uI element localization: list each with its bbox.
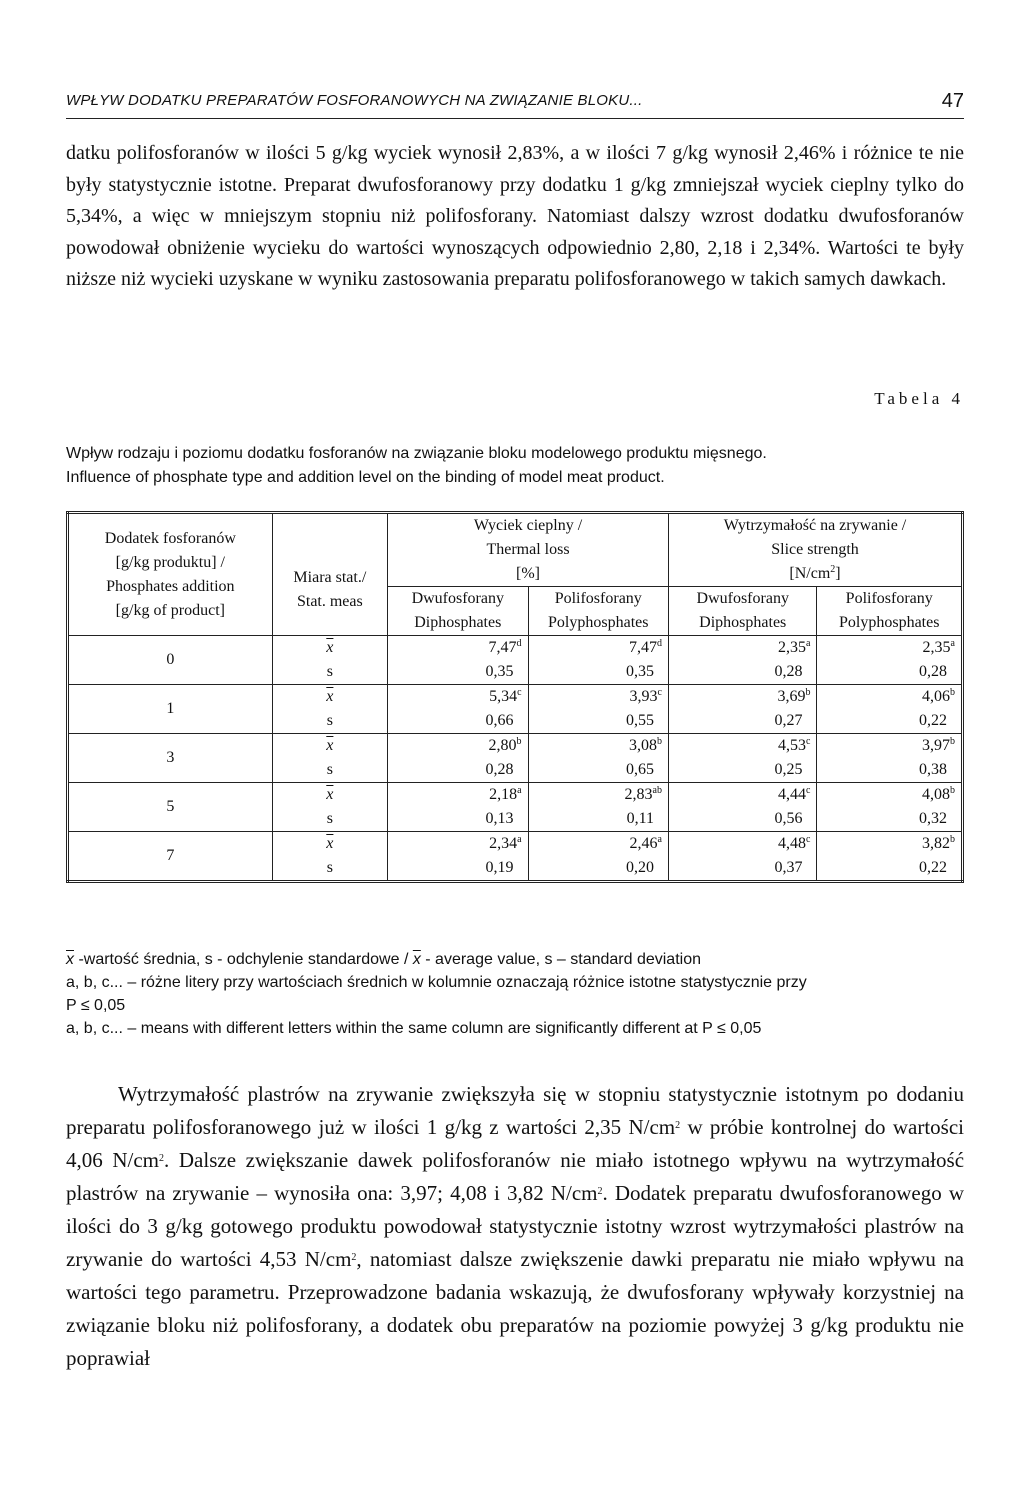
page-number: 47 bbox=[941, 90, 964, 112]
value-cell: 2,46$^a$ 0,20 bbox=[528, 832, 668, 882]
value-cell: 7,47$^d$ 0,35 bbox=[528, 636, 668, 685]
value-cell: 3,97$^b$ 0,38 bbox=[817, 734, 963, 783]
value-cell: 3,69$^b$ 0,27 bbox=[668, 685, 816, 734]
value-cell: 2,80$^b$ 0,28 bbox=[388, 734, 528, 783]
measure-symbols: $\overline{x}$ s bbox=[272, 734, 387, 783]
measure-symbols: $\overline{x}$ s bbox=[272, 783, 387, 832]
note-letters-en: a, b, c... – means with different letters within the same column are significantly different at P ≤ 0,05 bbox=[66, 1020, 762, 1037]
header-loss-polyphosphates: Polifosforany Polyphosphates bbox=[528, 587, 668, 636]
value-cell: 2,35$^a$ 0,28 bbox=[668, 636, 816, 685]
header-measure: Miara stat./ Stat. meas bbox=[272, 513, 387, 636]
table-row bbox=[68, 734, 963, 783]
value-cell: 7,47$^d$ 0,35 bbox=[388, 636, 528, 685]
results-table bbox=[66, 511, 964, 883]
value-cell: 3,08$^b$ 0,65 bbox=[528, 734, 668, 783]
paragraph-1: datku polifosforanów w ilości 5 g/kg wyciek wynosił 2,83%, a w ilości 7 g/kg wynosił 2,46% i różnice te nie były statystycznie istotne. Preparat dwufosforanowy przy dodatku 1 g/kg zmniejszał wyciek cieplny tylko do 5,34%, a więc w mniejszym stopniu niż polifosforany. Natomiast dalszy wzrost dodatku dwufosforanów powodował obniżenie wycieku do wartości wynoszących odpowiednio 2,80, 2,18 i 2,34%. Wartości te były niższe niż wycieki uzyskane w wyniku zastosowania preparatu polifosforanowego w takich samych dawkach. bbox=[66, 142, 964, 290]
addition-level: 5 bbox=[68, 783, 273, 832]
table-row bbox=[68, 685, 963, 734]
table-row bbox=[68, 783, 963, 832]
value-cell: 4,08$^b$ 0,32 bbox=[817, 783, 963, 832]
addition-level: 7 bbox=[68, 832, 273, 882]
value-cell: 3,82$^b$ 0,22 bbox=[817, 832, 963, 882]
value-cell: 2,35$^a$ 0,28 bbox=[817, 636, 963, 685]
measure-symbols: $\overline{x}$ s bbox=[272, 685, 387, 734]
addition-level: 0 bbox=[68, 636, 273, 685]
value-cell: 4,53$^c$ 0,25 bbox=[668, 734, 816, 783]
caption-polish: Wpływ rodzaju i poziomu dodatku fosforanów na związanie bloku modelowego produktu mięsnego. bbox=[66, 445, 767, 462]
value-cell: 5,34$^c$ 0,66 bbox=[388, 685, 528, 734]
header-strength-diphosphates: Dwufosforany Diphosphates bbox=[668, 587, 816, 636]
running-title: WPŁYW DODATKU PREPARATÓW FOSFORANOWYCH NA ZWIĄZANIE BLOKU... bbox=[66, 92, 643, 109]
value-cell: 4,06$^b$ 0,22 bbox=[817, 685, 963, 734]
value-cell: 4,48$^c$ 0,37 bbox=[668, 832, 816, 882]
note-letters-pl: a, b, c... – różne litery przy wartościach średnich w kolumnie oznaczają różnice istotne statystycznie przy bbox=[66, 974, 807, 991]
addition-level: 3 bbox=[68, 734, 273, 783]
table-row bbox=[68, 636, 963, 685]
note-p-value: P ≤ 0,05 bbox=[66, 997, 126, 1014]
header-loss-diphosphates: Dwufosforany Diphosphates bbox=[388, 587, 528, 636]
running-header bbox=[66, 90, 964, 119]
value-cell: 2,18$^a$ 0,13 bbox=[388, 783, 528, 832]
measure-symbols: $\overline{x}$ s bbox=[272, 636, 387, 685]
value-cell: 4,44$^c$ 0,56 bbox=[668, 783, 816, 832]
paragraph-2: Wytrzymałość plastrów na zrywanie zwiększyła się w stopniu statystycznie istotnym po dodaniu preparatu polifosforanowego już w ilości 1 g/kg z wartości 2,35 $N/cm^2$ w próbie kontrolnej do wartości 4,06 $N/cm^2$. Dalsze zwiększanie dawek polifosforanów nie miało istotnego wpływu na wytrzymałość plastrów na zrywanie – wynosiła ona: 3,97; 4,08 i 3,82 $N/cm^2$. Dodatek preparatu dwufosforanowego w ilości do 3 g/kg gotowego produktu powodował statystycznie istotny wzrost wytrzymałości plastrów na zrywanie do wartości 4,53 $N/cm^2$, natomiast dalsze zwiększenie dawki preparatu nie miało wpływu na wartości tego parametru. Przeprowadzone badania wskazują, że dwufosforany wpływały korzystniej na związanie bloku niż polifosforany, a dodatek obu preparatów na poziomie powyżej 3 g/kg produktu nie poprawiał bbox=[66, 1082, 965, 1370]
measure-symbols: $\overline{x}$ s bbox=[272, 832, 387, 882]
table-label: Tabela 4 bbox=[874, 389, 964, 408]
table-caption bbox=[66, 442, 767, 490]
value-cell: 2,83$^{ab}$ 0,11 bbox=[528, 783, 668, 832]
header-strength-polyphosphates: Polifosforany Polyphosphates bbox=[817, 587, 963, 636]
header-addition: Dodatek fosforanów [g/kg produktu] / Phosphates addition [g/kg of product] bbox=[68, 513, 273, 636]
value-cell: 2,34$^a$ 0,19 bbox=[388, 832, 528, 882]
header-slice-strength: Wytrzymałość na zrywanie / Slice strength $[N/cm^2]$ bbox=[668, 513, 962, 587]
note-symbols: $\overline{x}$ -wartość średnia, s - odchylenie standardowe / $\overline{x}$ - average value, s – standard deviation bbox=[66, 951, 701, 968]
table-row bbox=[68, 832, 963, 882]
value-cell: 3,93$^c$ 0,55 bbox=[528, 685, 668, 734]
header-thermal-loss: Wyciek cieplny / Thermal loss [%] bbox=[388, 513, 669, 587]
addition-level: 1 bbox=[68, 685, 273, 734]
caption-english: Influence of phosphate type and addition level on the binding of model meat product. bbox=[66, 469, 665, 486]
table-notes bbox=[66, 948, 964, 1040]
